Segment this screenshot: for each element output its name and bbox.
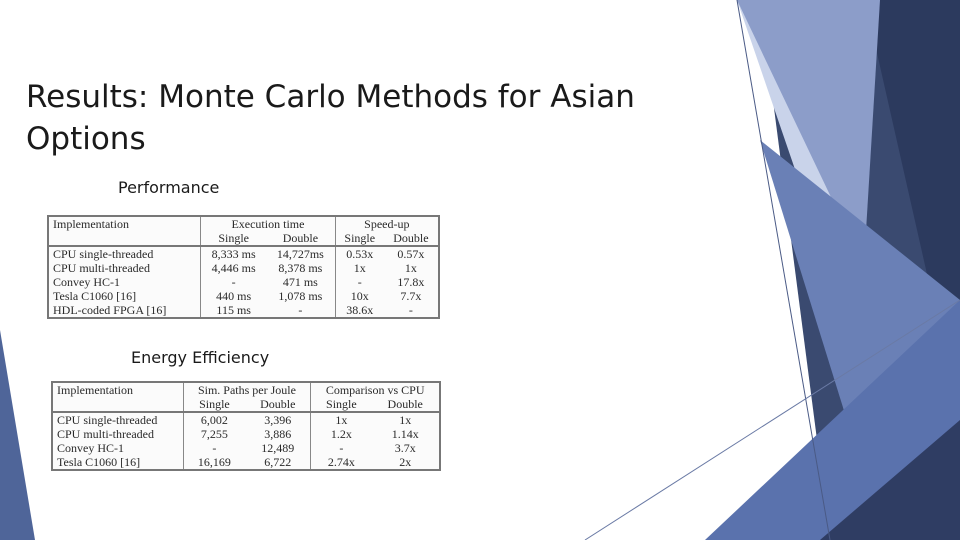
row-implementation: Convey HC-1 [52,441,183,455]
group-header-speed-up: Speed-up [364,217,410,231]
cell-value: 4,446 ms [211,261,256,275]
column-header-implementation: Implementation [52,382,183,412]
row-implementation: CPU single-threaded [48,246,201,261]
cell-value: 12,489 [245,441,311,455]
cell-value: - [357,275,362,289]
cell-value: - [266,303,335,318]
cell-value: 440 ms [216,289,252,303]
cell-value: 0.57x [397,247,425,261]
table-row [48,261,439,275]
subheader-double: Double [371,397,440,412]
table-row [48,275,439,289]
cell-value: 3,886 [245,427,311,441]
subheader-single: Single [201,231,266,246]
cell-value: 38.6x [346,303,374,317]
cell-value: 1x [404,261,417,275]
cell-value: 10x [350,289,369,303]
subheader-single: Single [311,397,372,412]
row-implementation: CPU multi-threaded [48,261,201,275]
cell-value: - [408,303,413,317]
row-implementation: Tesla C1060 [16] [48,289,201,303]
table-row [52,455,440,470]
performance-table [47,215,440,319]
cell-value: 14,727ms [266,246,335,261]
subheader-single: Single [335,231,384,246]
cell-value: 1x [399,413,412,427]
cell-value: 3,396 [245,412,311,427]
subheader-single: Single [183,397,245,412]
table-row [48,303,439,318]
cell-value: - [231,275,236,289]
slide-title: Results: Monte Carlo Methods for Asian Options [26,79,635,157]
cell-value: 7.7x [400,289,422,303]
energy-efficiency-table [51,381,441,471]
subheader-double: Double [384,231,439,246]
cell-value: 7,255 [200,427,228,441]
cell-value: 8,378 ms [266,261,335,275]
table-row [52,412,440,427]
table-row [48,246,439,261]
row-implementation: Tesla C1060 [16] [52,455,183,470]
cell-value: 115 ms [216,303,251,317]
cell-value: 6,002 [200,413,228,427]
column-header-implementation: Implementation [48,216,201,246]
group-header-comparison-vs-cpu: Comparison vs CPU [325,383,425,397]
row-implementation: Convey HC-1 [48,275,201,289]
cell-value: 3.7x [394,441,416,455]
performance-label: Performance [118,178,220,197]
table-header-row [52,382,440,397]
row-implementation: CPU multi-threaded [52,427,183,441]
cell-value: 2x [399,455,412,469]
row-implementation: HDL-coded FPGA [16] [48,303,201,318]
cell-value: 1,078 ms [266,289,335,303]
table-row [48,289,439,303]
cell-value: - [339,441,344,455]
cell-value: 2.74x [327,455,355,469]
cell-value: 6,722 [245,455,311,470]
table-header-row [48,216,439,231]
table-row [52,441,440,455]
subheader-double: Double [245,397,311,412]
cell-value: 1x [353,261,366,275]
cell-value: 471 ms [266,275,335,289]
cell-value: 17.8x [397,275,425,289]
cell-value: 16,169 [197,455,231,469]
group-header-sim-paths-per-joule: Sim. Paths per Joule [183,382,311,397]
table-row [52,427,440,441]
row-implementation: CPU single-threaded [52,412,183,427]
energy-efficiency-label: Energy Efficiency [131,348,270,367]
cell-value: - [212,441,217,455]
cell-value: 1.2x [330,427,352,441]
cell-value: 1.14x [391,427,419,441]
cell-value: 1x [335,413,348,427]
decor-left-sliver [0,330,35,540]
cell-value: 0.53x [346,247,374,261]
subheader-double: Double [266,231,335,246]
group-header-execution-time: Execution time [201,216,335,231]
cell-value: 8,333 ms [211,247,256,261]
